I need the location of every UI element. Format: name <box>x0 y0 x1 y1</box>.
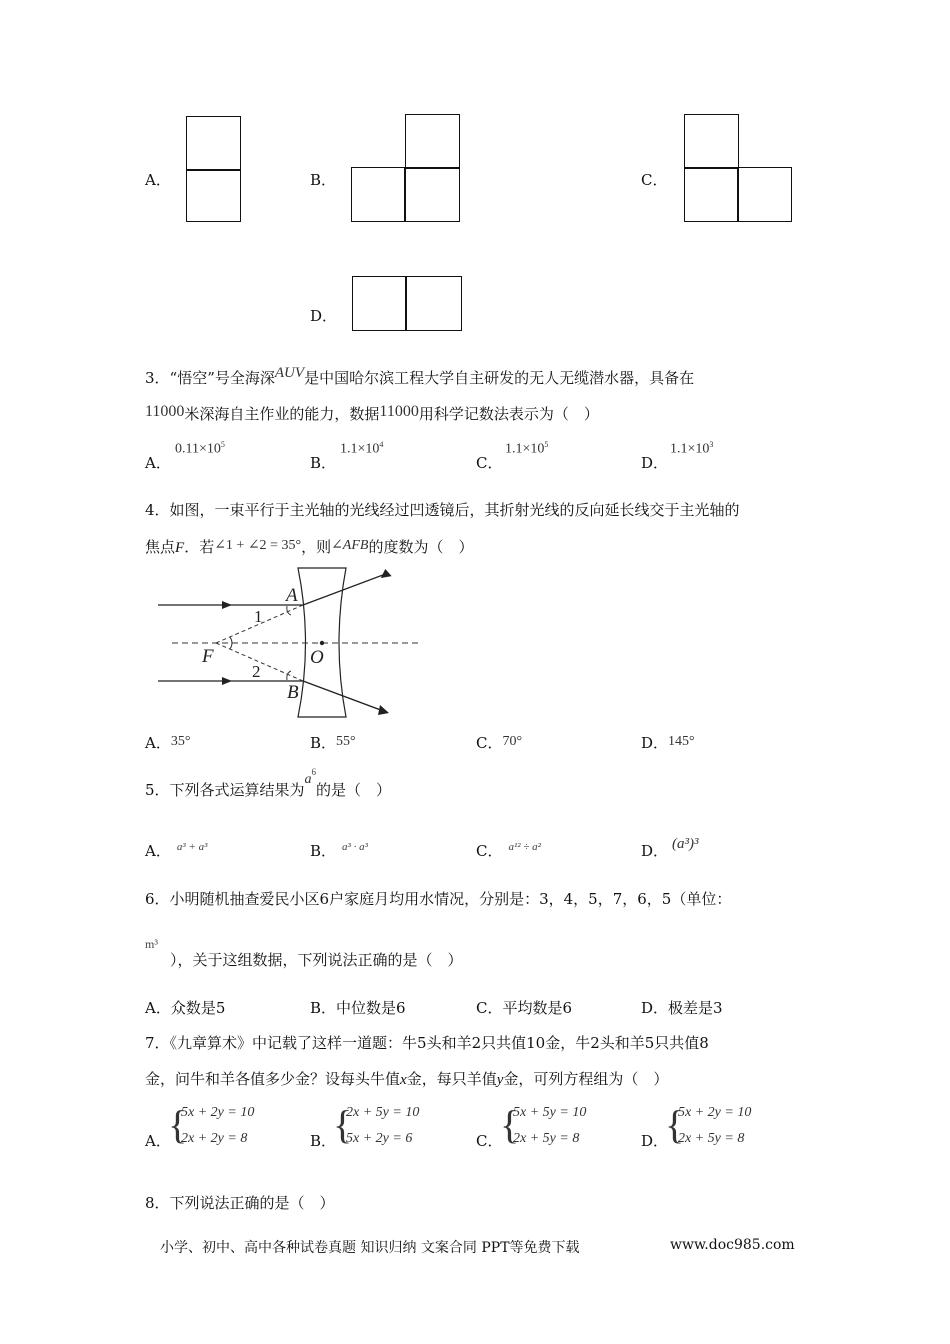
brace-icon: { <box>168 1102 188 1147</box>
q7-option-c-eq2: 2x + 5y = 8 <box>513 1131 580 1146</box>
q3-option-a: A． <box>145 454 171 472</box>
label-2: 2 <box>252 662 261 681</box>
q7-option-d-eq2: 2x + 5y = 8 <box>678 1131 745 1146</box>
q6-option-d: D．极差是3 <box>641 999 723 1017</box>
q7-option-d-eq1: 5x + 2y = 10 <box>678 1105 752 1120</box>
label-A: A <box>286 585 298 606</box>
lens-diagram <box>150 565 430 725</box>
label-F: F <box>202 646 214 667</box>
q7-option-b-eq1: 2x + 5y = 10 <box>346 1105 420 1120</box>
footer-text: 小学、初中、高中各种试卷真题 知识归纳 文案合同 PPT等免费下载 <box>160 1240 580 1256</box>
q7-option-a-label: A． <box>145 1132 171 1150</box>
q3-option-c: C． <box>476 454 503 472</box>
q6-option-c: C．平均数是6 <box>476 999 573 1017</box>
q7-option-c-label: C． <box>476 1132 503 1150</box>
q5-line: 5．下列各式运算结果为$a^6$的是（ ） <box>145 767 392 799</box>
q3-option-c-value: $1.1\times 10^5$ <box>505 440 549 457</box>
q3-line1: 3．“悟空”号全海深AUV是中国哈尔滨工程大学自主研发的无人无缆潜水器，具备在 <box>145 365 695 387</box>
q5-option-c: C． $^{a^{12} \div a^2}$ <box>476 841 541 860</box>
q2-option-d-label: D． <box>310 307 338 325</box>
q2-option-c-label: C． <box>641 171 668 189</box>
q4-option-c: C．70° <box>476 734 523 752</box>
label-O: O <box>310 647 324 668</box>
q2-option-b-label: B． <box>310 171 337 189</box>
q7-option-c-eq1: 5x + 5y = 10 <box>513 1105 587 1120</box>
q3-option-d-value: $1.1\times 10^3$ <box>670 440 714 457</box>
q6-unit: m³ <box>145 937 158 951</box>
q7-option-a-eq2: 2x + 2y = 8 <box>181 1131 248 1146</box>
q4-option-d: D．145° <box>641 734 695 752</box>
q6-line1: 6．小明随机抽查爱民小区6户家庭月均用水情况，分别是：3，4，5，7，6，5（单位： <box>145 890 732 908</box>
q6-option-b: B．中位数是6 <box>310 999 406 1017</box>
q2-option-a-label: A． <box>145 171 171 189</box>
q3-option-a-value: $0.11\times 10^5$ <box>175 440 225 457</box>
footer-url[interactable]: www.doc985.com <box>670 1237 795 1253</box>
q5-option-a: A． $^{a^3 + a^3}$ <box>145 841 208 860</box>
q5-option-b: B． $^{a^3 \cdot a^3}$ <box>310 841 368 860</box>
q4-option-a: A．35° <box>145 734 191 752</box>
label-1: 1 <box>254 607 263 626</box>
q3-line2: 11000米深海自主作业的能力，数据11000用科学记数法表示为（ ） <box>145 403 599 423</box>
q7-option-d-label: D． <box>641 1132 669 1150</box>
q3-option-b: B． <box>310 454 337 472</box>
q7-option-a-eq1: 5x + 2y = 10 <box>181 1105 255 1120</box>
q4-option-b: B．55° <box>310 734 356 752</box>
q5-option-d: D． (a³)³ <box>641 836 699 860</box>
q7-line1: 7．《九章算术》中记载了这样一道题：牛5头和羊2只共值10金，牛2头和羊5只共值8 <box>145 1034 709 1052</box>
label-B: B <box>287 682 299 703</box>
q7-line2: 金，问牛和羊各值多少金？设每头牛值x金，每只羊值y金，可列方程组为（ ） <box>145 1070 669 1088</box>
q6-option-a: A．众数是5 <box>145 999 226 1017</box>
brace-icon: { <box>333 1102 353 1147</box>
auv-text: AUV <box>274 365 305 381</box>
q4-line1: 4．如图，一束平行于主光轴的光线经过凹透镜后，其折射光线的反向延长线交于主光轴的 <box>145 501 740 519</box>
q6-line2: ），关于这组数据，下列说法正确的是（ ） <box>170 951 463 969</box>
q4-line2: 焦点F．若∠1 + ∠2 = 35°，则∠AFB的度数为（ ） <box>145 538 474 556</box>
q3-option-b-value: $1.1\times 10^4$ <box>340 440 384 457</box>
q8-line1: 8．下列说法正确的是（ ） <box>145 1194 335 1212</box>
q3-option-d: D． <box>641 454 669 472</box>
q7-option-b-label: B． <box>310 1132 337 1150</box>
brace-icon: { <box>665 1102 685 1147</box>
brace-icon: { <box>500 1102 520 1147</box>
q7-option-b-eq2: 5x + 2y = 6 <box>346 1131 413 1146</box>
